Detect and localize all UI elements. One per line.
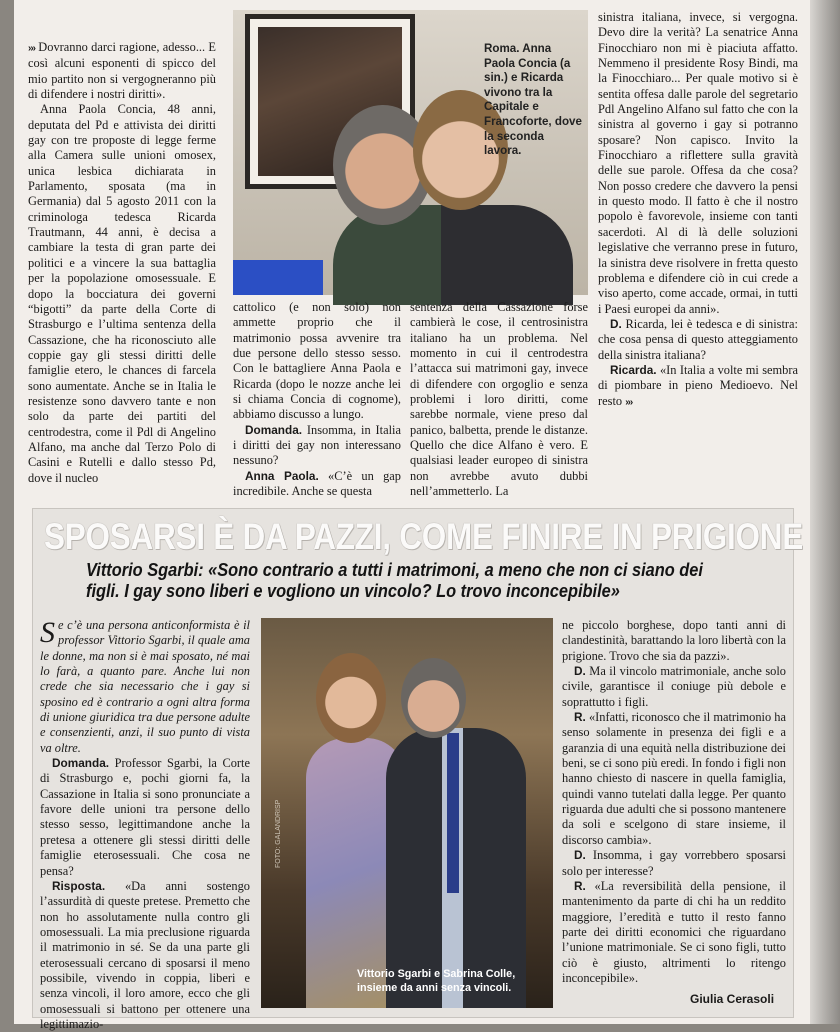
continuation-arrow-icon: ››› [28, 43, 35, 54]
top-column-2 [233, 300, 401, 500]
top-column-4 [598, 10, 798, 500]
section-title: SPOSARSI È DA PAZZI, COME FINIRE IN PRIGIONE [44, 515, 803, 557]
continuation-arrow-icon: ››› [625, 396, 633, 408]
person-head [316, 653, 386, 743]
paragraph: ne piccolo borghese, dopo tanti anni di clandestinità, barattando la loro libertà con la prigione. Trovo che sia da pazzi». [562, 618, 786, 663]
section-subtitle: Vittorio Sgarbi: «Sono contrario a tutti i matrimoni, a meno che non ci siano dei figli. I gay sono liberi e vogliono un vincolo? Lo trovo inconcepibile» [86, 560, 703, 601]
drop-cap: S [40, 616, 55, 649]
top-column-1 [28, 40, 216, 500]
paragraph: Anna Paola Concia, 48 anni, deputata del Pd e attivista dei diritti gay con tre proposte di legge ferme alla Camera sulle unioni omosex, unica lesbica dichiarata in Parlamento, sposata (ma in Germania) dal 5 agosto 2011 con la criminologa tedesca Ricarda Trautmann, 44 anni, è decisa a cambiare la testa di gran parte dei politici e a vincere la sua battaglia per la popolazione omosessuale. E dopo la bocciatura dei governi “bigotti” da parte della Corte di Strasburgo e l’ultima sentenza della Cassazione, che ha riconosciuto alle coppie gay gli stessi diritti delle famiglie etero, le chances di farcela sono aumentate. Anche se in Italia le resistenze sono davvero tante e non solo da parte dei partiti del centrodestra, come il Pdl di Angelino Alfano, ma anche dal Terzo Polo di Casini e Rutelli e dallo stesso Pd, dove il nucleo [28, 102, 216, 485]
paragraph: Domanda. Insomma, in Italia i diritti dei gay non interessano nessuno? [233, 422, 401, 468]
paragraph: Risposta. «Da anni sostengo l’assurdità di queste pretese. Premetto che non ho assolutamente nulla contro gli omosessuali. La mia preclusione riguarda il matrimonio in sé. Se da una parte gli eterosessuali cercano di sposarsi il meno possibile, vivendo in coppia, liberi e senza vincoli, il loro amore, ecco che gli omosessuali si battono per ottenere una legittimazio- [40, 878, 250, 1031]
paragraph: sentenza della Cassazione forse cambierà le cose, il centrosinistra italiano ha un problema. Nel momento in cui il centrodestra l’attacca sui matrimoni gay, invece di difendere con orgoglio e senza problemi i loro diritti, come sarebbe normale, viene preso dal panico, balbetta, prende le distanze. Quello che dice Alfano è vero. E qualsiasi leader europeo di sinistra non avrebbe avuto dubbi nell’ammetterlo. La [410, 300, 588, 499]
photo-credit: FOTO: GALANDRISP [275, 799, 282, 868]
photo-caption: Vittorio Sgarbi e Sabrina Colle, insieme da anni senza vincoli. [357, 968, 516, 994]
paragraph: R. «Infatti, riconosco che il matrimonio ha senso solamente in presenza dei figli e a garanzia di una equità nella distribuzione dei beni, se ci sono più eredi. In fondo i figli non hanno chiesto di nascere in quella famiglia, quindi vanno tutelati dalla legge. Per quanto riguarda due adulti che si possono mantenere da soli e scelgono di stare insieme, il discorso cambia». [562, 710, 786, 847]
photo-caption: Roma. Anna Paola Concia (a sin.) e Ricarda vivono tra la Capitale e Francoforte, dove la seconda lavora. [484, 42, 582, 158]
paragraph: D. Insomma, i gay vorrebbero sposarsi solo per interesse? [562, 848, 786, 878]
person-head [401, 658, 466, 738]
author-signature: Giulia Cerasoli [690, 992, 775, 1006]
paragraph: ››› Dovranno darci ragione, adesso... E così alcuni esponenti di spicco del mio partito non si vergogneranno più di difendere i nostri diritti». [28, 40, 216, 102]
magazine-page [14, 0, 810, 1031]
paragraph: D. Ma il vincolo matrimoniale, anche solo civile, garantisce il coniuge più debole e soprattutto i figli. [562, 664, 786, 709]
paragraph: Domanda. Professor Sgarbi, la Corte di Strasburgo e, pochi giorni fa, la Cassazione in Italia si sono pronunciate a favore delle unioni tra persone dello stesso sesso, legittimandone anche la pretesa a ottenere gli stessi diritti delle famiglie eterosessuali. Che cosa ne pensa? [40, 756, 250, 878]
bottom-column-left [40, 616, 250, 1031]
intro-paragraph: Se c’è una persona anticonformista è il professor Vittorio Sgarbi, il quale ama le donne, ma non si è mai sposato, né mai lo farà, a quanto pare. Anche lui non crede che sia necessario che i gay si sposino ed è contrario a ogni altra forma di unione giuridica tra due persone adulte e consenzienti, anzi, il suo punto di vista va oltre. [40, 616, 250, 755]
paragraph: Ricarda. «In Italia a volte mi sembra di piombare in pieno Medioevo. Nel resto ››› [598, 362, 798, 408]
paragraph: D. Ricarda, lei è tedesca e di sinistra: che cosa pensa di questo atteggiamento della sinistra italiana? [598, 316, 798, 362]
paragraph: Anna Paola. «C’è un gap incredibile. Anche se questa [233, 468, 401, 499]
bottom-column-right [562, 618, 786, 990]
paragraph: R. «La reversibilità della pensione, il mantenimento da parte di chi ha un reddito maggiore, l’eredità e tutto il resto fanno parte dei diritti economici che riguardano l’unione matrimoniale. Se ci sono figli, tutto ciò è giusto, altrimenti lo ritengo inconcepibile». [562, 878, 786, 985]
photo-sgarbi-colle [261, 618, 553, 1008]
paragraph: cattolico (e non solo) non ammette proprio che il matrimonio possa avvenire tra due persone dello stesso sesso. Con le battagliere Anna Paola e Ricarda (dopo le nozze anche lei si chiama Concia di cognome), abbiamo discusso a lungo. [233, 300, 401, 422]
page-edge [810, 0, 840, 1024]
top-column-3 [410, 300, 588, 500]
paragraph: sinistra italiana, invece, si vergogna. Devo dire la verità? La senatrice Anna Finocchiaro non mi è piaciuta affatto. Nemmeno il presidente Rosy Bindi, ma la Finocchiaro... Per quale motivo si è sentita offesa dalle parole del segretario Pdl Angelino Alfano sul fatto che con la sinistra al governo i gay si potranno sposare? Non capisco. Invito la Finocchiaro a riflettere sulla gravità delle sue parole. Offesa da che cosa? Non posso credere che davvero la pensi in questo modo. Il fatto è che il nostro popolo è favorevole, insieme con tanti sacerdoti. Al di là delle soluzioni legislative che verranno prese in futuro, la sinistra deve risolvere in fretta questo problema e difendere ciò in cui crede a viso aperto, come accade, ormai, in tutti i Paesi europei da anni». [598, 10, 798, 316]
